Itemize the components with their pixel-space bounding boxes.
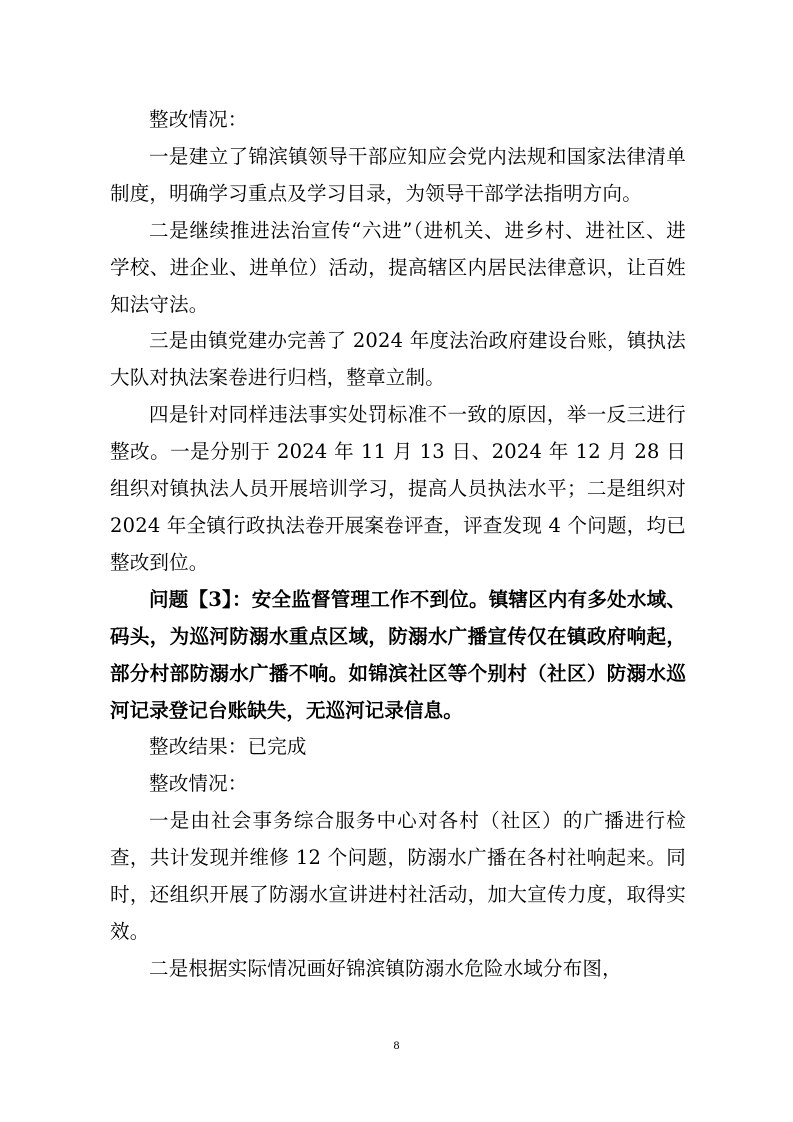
page-number: 8 — [393, 1038, 400, 1052]
rectification-status-heading-2: 整改情况： — [149, 772, 248, 796]
paragraph-item-two: 二是继续推进法治宣传“六进”（进机关、进乡村、进社区、进学校、进企业、进单位）活动，提高辖区内居民法律意识，让百姓知法守法。 — [110, 218, 686, 316]
rectification-result: 整改结果：已完成 — [149, 735, 307, 759]
paragraph-item-one: 一是建立了锦滨镇领导干部应知应会党内法规和国家法律清单制度，明确学习重点及学习目录，为领导干部学法指明方向。 — [110, 144, 686, 205]
paragraph-item-three: 三是由镇党建办完善了 2024 年度法治政府建设台账，镇执法大队对执法案卷进行归档，整章立制。 — [110, 329, 686, 390]
issue-3-paragraph: 问题【3】：安全监督管理工作不到位。镇辖区内有多处水域、码头，为巡河防溺水重点区域，防溺水广播宣传仅在镇政府响起，部分村部防溺水广播不响。如锦滨社区等个别村（社区）防溺水巡河记录登记台账缺失，无巡河记录信息。 — [110, 587, 686, 722]
paragraph-item-two-b: 二是根据实际情况画好锦滨镇防溺水危险水域分布图， — [149, 956, 622, 980]
paragraph-item-four: 四是针对同样违法事实处罚标准不一致的原因，举一反三进行整改。一是分别于 2024 年 11 月 13 日、2024 年 12 月 28 日组织对镇执法人员开展培训学习，提高人员执法水平；二是组织对 2024 年全镇行政执法卷开展案卷评查，评查发现 4 个问题，均已整改到位。 — [110, 403, 686, 574]
rectification-status-heading: 整改情况： — [149, 108, 248, 131]
document-body — [110, 102, 686, 988]
paragraph-item-one-b: 一是由社会事务综合服务中心对各村（社区）的广播进行检查，共计发现并维修 12 个问题，防溺水广播在各村社响起来。同时，还组织开展了防溺水宣讲进村社活动，加大宣传力度，取得实效。 — [110, 809, 686, 943]
